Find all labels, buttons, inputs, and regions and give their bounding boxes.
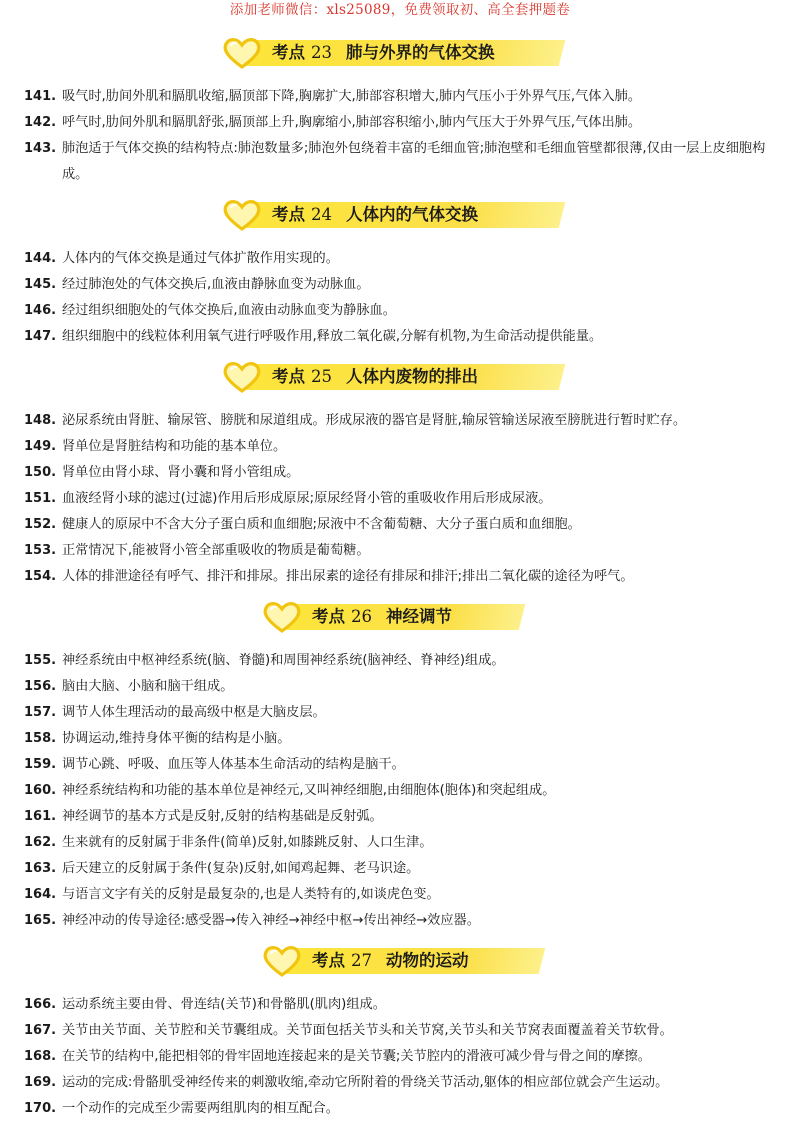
item-number: 142.	[24, 115, 57, 130]
item-text: 神经冲动的传导途径:感受器→传入神经→神经中枢→传出神经→效应器。	[62, 913, 480, 928]
list-item	[0, 1044, 800, 1070]
item-number: 143.	[24, 141, 57, 156]
section-number: 23	[311, 43, 332, 62]
item-text: 一个动作的完成至少需要两组肌肉的相互配合。	[62, 1101, 339, 1116]
item-text: 生来就有的反射属于非条件(简单)反射,如膝跳反射、人口生津。	[62, 835, 433, 850]
item-number: 156.	[24, 679, 57, 694]
list-item	[0, 882, 800, 908]
list-item	[0, 674, 800, 700]
list-item	[0, 992, 800, 1018]
item-text: 与语言文字有关的反射是最复杂的,也是人类特有的,如谈虎色变。	[62, 887, 440, 902]
list-item	[0, 778, 800, 804]
item-text: 神经系统由中枢神经系统(脑、脊髓)和周围神经系统(脑神经、脊神经)组成。	[62, 653, 505, 668]
item-text: 后天建立的反射属于条件(复杂)反射,如闻鸡起舞、老马识途。	[62, 861, 420, 876]
item-number: 153.	[24, 543, 57, 558]
item-text: 肾单位由肾小球、肾小囊和肾小管组成。	[62, 465, 300, 480]
list-item	[0, 830, 800, 856]
section-number: 25	[311, 367, 332, 386]
list-item	[0, 110, 800, 136]
list-item	[0, 324, 800, 350]
list-item	[0, 298, 800, 324]
list-item	[0, 908, 800, 934]
item-text: 神经系统结构和功能的基本单位是神经元,又叫神经细胞,由细胞体(胞体)和突起组成。	[62, 783, 556, 798]
item-text: 关节由关节面、关节腔和关节囊组成。关节面包括关节头和关节窝,关节头和关节窝表面覆盖着关节软骨。	[62, 1023, 673, 1038]
item-number: 168.	[24, 1049, 57, 1064]
item-number: 151.	[24, 491, 57, 506]
item-number: 167.	[24, 1023, 57, 1038]
section-title	[272, 364, 478, 390]
section-header	[0, 360, 800, 396]
item-text: 运动的完成:骨骼肌受神经传来的刺激收缩,牵动它所附着的骨绕关节活动,躯体的相应部位就会产生运动。	[62, 1075, 669, 1090]
list-item	[0, 512, 800, 538]
list-item	[0, 408, 800, 434]
section-title	[272, 202, 478, 228]
section-label: 考点	[272, 43, 305, 62]
heart-icon	[222, 198, 262, 232]
item-text: 经过组织细胞处的气体交换后,血液由动脉血变为静脉血。	[62, 303, 396, 318]
item-text: 呼气时,肋间外肌和膈肌舒张,膈顶部上升,胸廓缩小,肺部容积缩小,肺内气压大于外界气压,气体出肺。	[62, 115, 642, 130]
heart-icon	[222, 36, 262, 70]
list-item	[0, 648, 800, 674]
list-item	[0, 272, 800, 298]
section-title-text: 神经调节	[386, 607, 452, 626]
item-number: 164.	[24, 887, 57, 902]
item-number: 146.	[24, 303, 57, 318]
section-title	[272, 40, 495, 66]
item-text: 血液经肾小球的滤过(过滤)作用后形成原尿;原尿经肾小管的重吸收作用后形成尿液。	[62, 491, 552, 506]
item-text: 调节心跳、呼吸、血压等人体基本生命活动的结构是脑干。	[62, 757, 405, 772]
item-number: 148.	[24, 413, 57, 428]
section-header	[0, 36, 800, 72]
section-label: 考点	[312, 607, 345, 626]
item-text: 在关节的结构中,能把相邻的骨牢固地连接起来的是关节囊;关节腔内的滑液可减少骨与骨之间的摩擦。	[62, 1049, 651, 1064]
item-text: 肾单位是肾脏结构和功能的基本单位。	[62, 439, 287, 454]
list-item	[0, 564, 800, 590]
item-number: 163.	[24, 861, 57, 876]
section-label: 考点	[272, 367, 305, 386]
list-item	[0, 1096, 800, 1122]
section-header	[0, 600, 800, 636]
list-item	[0, 460, 800, 486]
list-item	[0, 1070, 800, 1096]
item-number: 147.	[24, 329, 57, 344]
item-number: 170.	[24, 1101, 57, 1116]
section-label: 考点	[272, 205, 305, 224]
item-number: 158.	[24, 731, 57, 746]
section-title	[312, 604, 452, 630]
section-header	[0, 198, 800, 234]
list-item	[0, 486, 800, 512]
section-title-text: 肺与外界的气体交换	[346, 43, 495, 62]
item-number: 150.	[24, 465, 57, 480]
section-number: 24	[311, 205, 332, 224]
list-item	[0, 856, 800, 882]
list-item	[0, 804, 800, 830]
list-item	[0, 752, 800, 778]
list-item	[0, 538, 800, 564]
list-item	[0, 434, 800, 460]
item-number: 154.	[24, 569, 57, 584]
item-text: 正常情况下,能被肾小管全部重吸收的物质是葡萄糖。	[62, 543, 370, 558]
item-number: 144.	[24, 251, 57, 266]
item-text: 调节人体生理活动的最高级中枢是大脑皮层。	[62, 705, 326, 720]
item-number: 166.	[24, 997, 57, 1012]
item-text: 经过肺泡处的气体交换后,血液由静脉血变为动脉血。	[62, 277, 370, 292]
item-number: 152.	[24, 517, 57, 532]
item-number: 155.	[24, 653, 57, 668]
item-text: 协调运动,维持身体平衡的结构是小脑。	[62, 731, 291, 746]
list-item	[0, 136, 800, 188]
section-label: 考点	[312, 951, 345, 970]
item-text: 组织细胞中的线粒体利用氧气进行呼吸作用,释放二氧化碳,分解有机物,为生命活动提供能量。	[62, 329, 603, 344]
item-number: 149.	[24, 439, 57, 454]
item-text: 吸气时,肋间外肌和膈肌收缩,膈顶部下降,胸廓扩大,肺部容积增大,肺内气压小于外界气压,气体入肺。	[62, 89, 642, 104]
item-number: 157.	[24, 705, 57, 720]
section-header	[0, 944, 800, 980]
item-number: 165.	[24, 913, 57, 928]
list-item	[0, 84, 800, 110]
list-item	[0, 246, 800, 272]
item-text: 人体内的气体交换是通过气体扩散作用实现的。	[62, 251, 339, 266]
item-number: 145.	[24, 277, 57, 292]
list-item	[0, 700, 800, 726]
watermark-text: 添加老师微信：xls25089，免费领取初、高全套押题卷	[229, 2, 571, 18]
section-number: 27	[351, 951, 372, 970]
section-title-text: 人体内的气体交换	[346, 205, 478, 224]
section-title-text: 人体内废物的排出	[346, 367, 478, 386]
item-text: 健康人的原尿中不含大分子蛋白质和血细胞;尿液中不含葡萄糖、大分子蛋白质和血细胞。	[62, 517, 581, 532]
list-item	[0, 726, 800, 752]
item-number: 169.	[24, 1075, 57, 1090]
section-title	[312, 948, 469, 974]
item-number: 159.	[24, 757, 57, 772]
item-number: 161.	[24, 809, 57, 824]
heart-icon	[222, 360, 262, 394]
heart-icon	[262, 600, 302, 634]
item-text: 泌尿系统由肾脏、输尿管、膀胱和尿道组成。形成尿液的器官是肾脏,输尿管输送尿液至膀胱进行暂时贮存。	[62, 413, 687, 428]
section-title-text: 动物的运动	[386, 951, 469, 970]
item-text: 神经调节的基本方式是反射,反射的结构基础是反射弧。	[62, 809, 383, 824]
item-text: 肺泡适于气体交换的结构特点:肺泡数量多;肺泡外包绕着丰富的毛细血管;肺泡壁和毛细血管壁都很薄,仅由一层上皮细胞构成。	[62, 141, 766, 182]
item-text: 运动系统主要由骨、骨连结(关节)和骨骼肌(肌肉)组成。	[62, 997, 386, 1012]
section-number: 26	[351, 607, 372, 626]
heart-icon	[262, 944, 302, 978]
item-text: 人体的排泄途径有呼气、排汗和排尿。排出尿素的途径有排尿和排汗;排出二氧化碳的途径为呼气。	[62, 569, 634, 584]
item-number: 141.	[24, 89, 57, 104]
list-item	[0, 1018, 800, 1044]
item-text: 脑由大脑、小脑和脑干组成。	[62, 679, 234, 694]
item-number: 162.	[24, 835, 57, 850]
document-body	[0, 26, 800, 1122]
item-number: 160.	[24, 783, 57, 798]
